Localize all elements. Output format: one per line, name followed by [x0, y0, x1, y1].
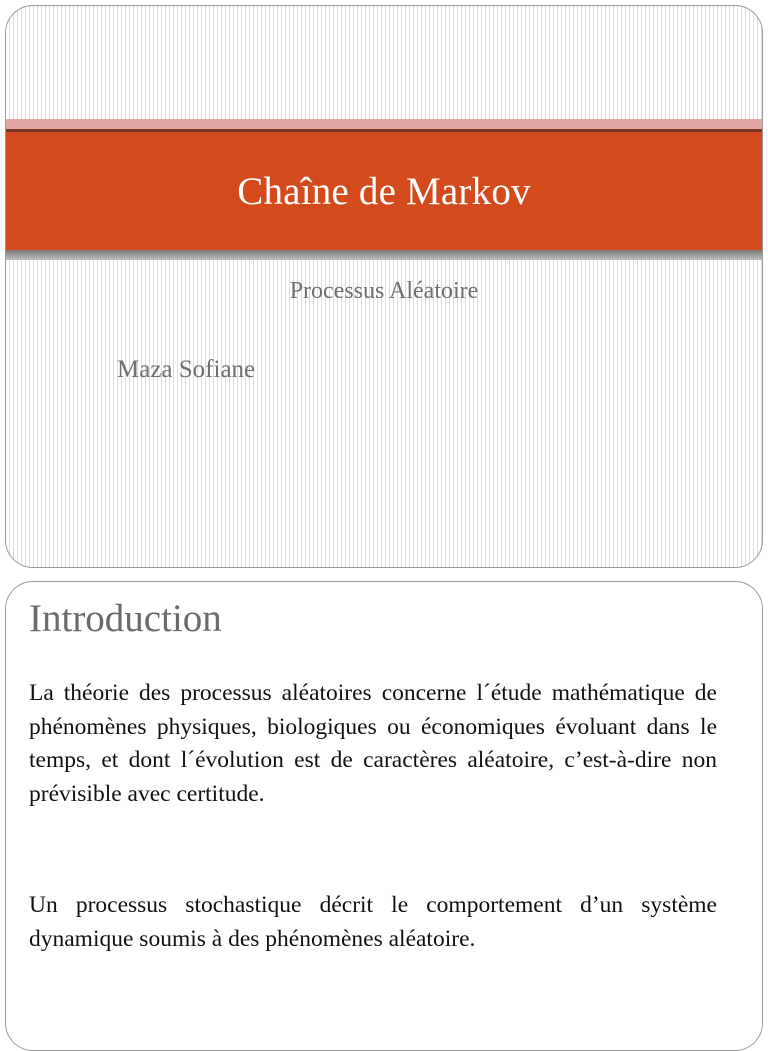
slide-heading: Introduction: [29, 597, 222, 640]
introduction-slide: [5, 581, 763, 1051]
slide-subtitle: Processus Aléatoire: [289, 278, 479, 304]
title-band: [6, 132, 762, 250]
title-band-top-accent: [6, 119, 762, 129]
slide-title: Chaîne de Markov: [237, 169, 531, 213]
title-slide: [5, 5, 763, 568]
title-band-bottom-shadow: [6, 250, 762, 260]
author-name: Maza Sofiane: [117, 356, 256, 383]
paragraph-1: La théorie des processus aléatoires concerne l´étude mathématique de phénomènes physiques, biologiques ou économiques évoluant dans le temps, et dont l´évolution est de caractères aléatoire, c’est-à-dire non prévisible avec certitude.: [29, 680, 717, 807]
paragraph-2: Un processus stochastique décrit le comportement d’un système dynamique soumis à des phénomènes aléatoire.: [29, 892, 717, 952]
